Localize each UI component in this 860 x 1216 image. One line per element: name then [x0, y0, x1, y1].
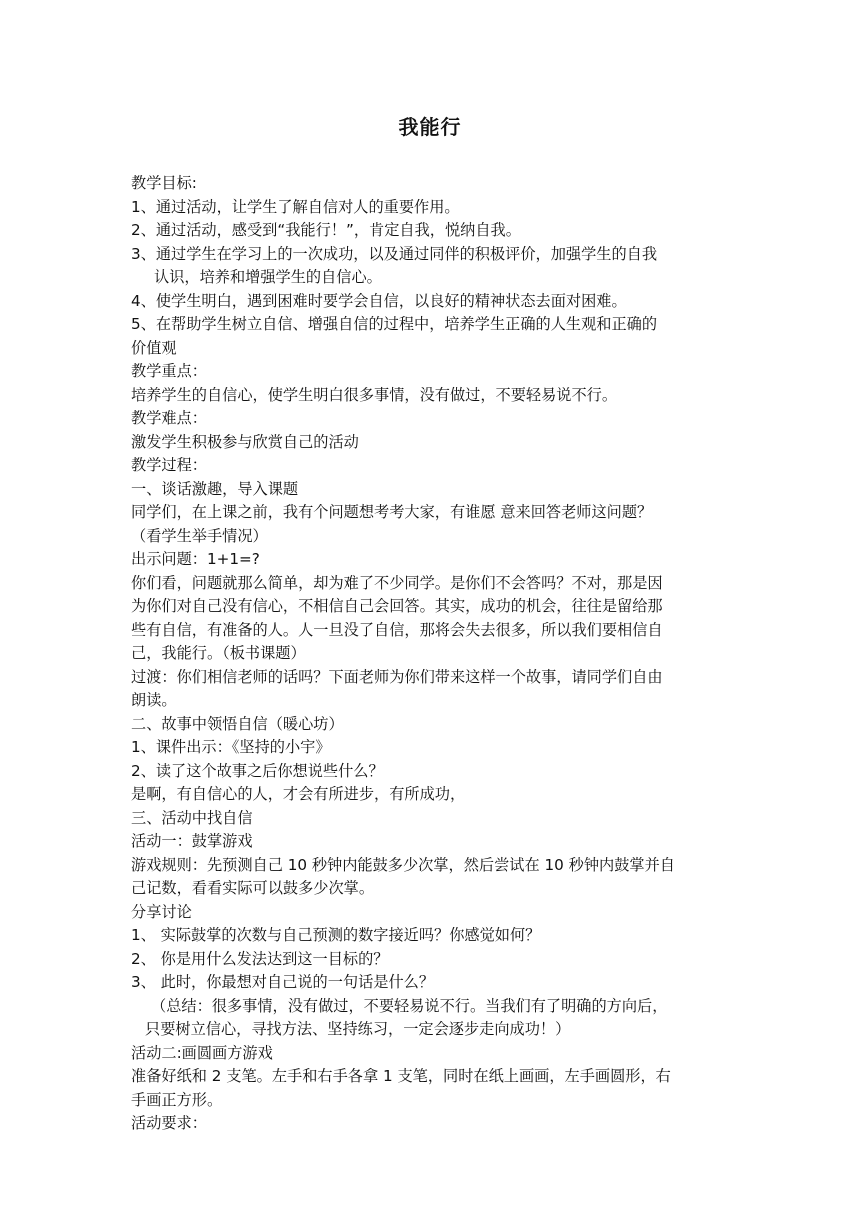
section-heading-key-points: 教学重点： [131, 362, 207, 380]
paragraph-line: 过渡：你们相信老师的话吗？下面老师为你们带来这样一个故事，请同学们自由 [131, 667, 663, 686]
activity-1-heading: 活动一：鼓掌游戏 [131, 832, 253, 850]
difficulties-text: 激发学生积极参与欣赏自己的活动 [131, 432, 359, 451]
section-heading-process: 教学过程： [131, 456, 207, 474]
activity-requirements-heading: 活动要求： [131, 1114, 207, 1132]
paragraph-line: 游戏规则：先预测自己 10 秒钟内能鼓多少次掌，然后尝试在 10 秒钟内鼓掌并自 [131, 855, 675, 874]
process-part-3-heading: 三、活动中找自信 [131, 808, 253, 827]
paragraph-line: 出示问题：1+1=? [131, 550, 260, 568]
document-body [131, 172, 733, 1136]
paragraph-line: （看学生举手情况） [131, 526, 268, 545]
paragraph-line: 同学们，在上课之前，我有个问题想考考大家，有谁愿 意来回答老师这问题？ [131, 503, 653, 521]
paragraph-line: 手画正方形。 [131, 1090, 223, 1109]
paragraph-line: 你们看，问题就那么简单，却为难了不少同学。是你们不会答吗？不对，那是因 [131, 573, 663, 592]
key-points-text: 培养学生的自信心，使学生明白很多事情，没有做过，不要轻易说不行。 [131, 385, 617, 404]
paragraph-line: 准备好纸和 2 支笔。左手和右手各拿 1 支笔，同时在纸上画画，左手画圆形，右 [131, 1067, 671, 1085]
objective-item-1: 1、通过活动，让学生了解自信对人的重要作用。 [131, 197, 460, 216]
paragraph-line: 己，我能行。（板书课题） [131, 644, 306, 662]
summary-note: （总结：很多事情，没有做过，不要轻易说不行。当我们有了明确的方向后， [151, 996, 668, 1015]
objective-item-5: 5、在帮助学生树立自信、增强自信的过程中，培养学生正确的人生观和正确的 [131, 315, 658, 333]
discussion-heading: 分享讨论 [131, 902, 192, 921]
activity-2-heading: 活动二:画圆画方游戏 [131, 1043, 273, 1062]
objective-item-3: 3、通过学生在学习上的一次成功，以及通过同伴的积极评价，加强学生的自我 [131, 244, 658, 263]
section-heading-difficulties: 教学难点： [131, 409, 207, 427]
process-part-2-heading: 二、故事中领悟自信（暖心坊） [131, 714, 344, 733]
objective-item-4: 4、使学生明白，遇到困难时要学会自信，以良好的精神状态去面对困难。 [131, 291, 627, 310]
paragraph-line: 2、读了这个故事之后你想说些什么？ [131, 761, 384, 780]
paragraph-line: 些有自信，有准备的人。人一旦没了自信，那将会失去很多，所以我们要相信自 [131, 620, 663, 639]
paragraph-line: 是啊，有自信心的人，才会有所进步，有所成功， [131, 785, 466, 803]
document-title: 我能行 [398, 115, 462, 139]
paragraph-line: 己记数，看看实际可以鼓多少次掌。 [131, 879, 374, 897]
paragraph-line: 朗读。 [131, 691, 177, 709]
discussion-item-3: 3、 此时，你最想对自己说的一句话是什么？ [131, 973, 435, 991]
summary-note-continued: 只要树立信心，寻找方法、坚持练习，一定会逐步走向成功！） [145, 1020, 571, 1038]
objective-item-5-continued: 价值观 [131, 338, 177, 357]
discussion-item-1: 1、 实际鼓掌的次数与自己预测的数字接近吗？你感觉如何？ [131, 926, 541, 944]
section-heading-objectives: 教学目标: [131, 174, 197, 192]
objective-item-2: 2、通过活动，感受到“我能行！”，肯定自我，悦纳自我。 [131, 221, 521, 239]
process-part-1-heading: 一、谈话激趣，导入课题 [131, 479, 299, 498]
discussion-item-2: 2、 你是用什么发法达到这一目标的？ [131, 949, 389, 968]
objective-item-3-continued: 认识，培养和增强学生的自信心。 [154, 268, 382, 286]
paragraph-line: 1、课件出示：《坚持的小宇》 [131, 738, 331, 756]
paragraph-line: 为你们对自己没有信心，不相信自己会回答。其实，成功的机会，往往是留给那 [131, 597, 663, 615]
